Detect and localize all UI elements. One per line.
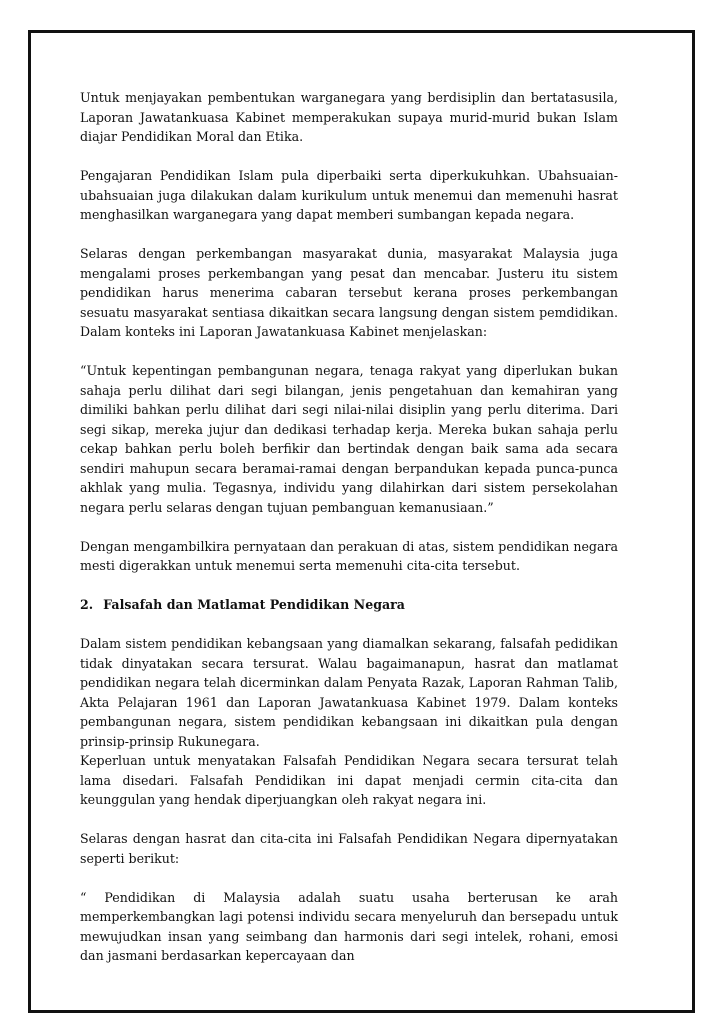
quote-cabinet-report: “Untuk kepentingan pembangunan negara, tenaga rakyat yang diperlukan bukan sahaja perlu dilihat dari segi bilangan, jenis pengetahuan dan kemahiran yang dimiliki bahkan perlu dilihat dari segi nilai-nilai disiplin yang perlu diterima. Dari segi sikap, mereka jujur dan dedikasi terhadap kerja. Mereka bukan sahaja perlu cekap bahkan perlu boleh berfikir dan bertindak dengan baik sama ada secara sendiri mahupun secara beramai-ramai dengan berpandukan kepada punca-punca akhlak yang mulia. Tegasnya, individu yang dilahirkan dari sistem persekolahan negara perlu selaras dengan tujuan pembanguan kemanusiaan.”: [80, 363, 618, 515]
section-title: Falsafah dan Matlamat Pendidikan Negara: [103, 597, 405, 612]
paragraph-conclusion: Dengan mengambilkira pernyataan dan perakuan di atas, sistem pendidikan negara mesti digerakkan untuk menemui serta memenuhi cita-cita tersebut.: [80, 538, 618, 573]
section-heading: [80, 595, 618, 615]
paragraph-islamic-education: Pengajaran Pendidikan Islam pula diperbaiki serta diperkukuhkan. Ubahsuaian-ubahsuaian juga dilakukan dalam kurikulum untuk menemui dan memenuhi hasrat menghasilkan warganegara yang dapat memberi sumbangan kepada negara.: [80, 168, 618, 222]
paragraph-philosophy-implicit: Dalam sistem pendidikan kebangsaan yang diamalkan sekarang, falsafah pedidikan tidak dinyatakan secara tersurat. Walau bagaimanapun, hasrat dan matlamat pendidikan negara telah dicerminkan dalam Penyata Razak, Laporan Rahman Talib, Akta Pelajaran 1961 dan Laporan Jawatankuasa Kabinet 1979. Dalam konteks pembangunan negara, sistem pendidikan kebangsaan ini dikaitkan pula dengan prinsip-prinsip Rukunegara.: [80, 636, 618, 749]
paragraph-moral-education: Untuk menjayakan pembentukan warganegara yang berdisiplin dan bertatasusila, Laporan Jawatankuasa Kabinet memperakukan supaya murid-murid bukan Islam diajar Pendidikan Moral dan Etika.: [80, 90, 618, 144]
document-body: [80, 88, 618, 985]
quote-education-philosophy: “ Pendidikan di Malaysia adalah suatu usaha berterusan ke arah memperkembangkan lagi potensi individu secara menyeluruh dan bersepadu untuk mewujudkan insan yang seimbang dan harmonis dari segi intelek, rohani, emosi dan jasmani berdasarkan kepercayaan dan: [80, 889, 618, 963]
section-number: 2.: [80, 597, 94, 612]
paragraph-philosophy-intro: Selaras dengan hasrat dan cita-cita ini Falsafah Pendidikan Negara dipernyatakan seperti berikut:: [80, 831, 618, 866]
paragraph-philosophy-need: Keperluan untuk menyatakan Falsafah Pendidikan Negara secara tersurat telah lama disedari. Falsafah Pendidikan ini dapat menjadi cermin cita-cita dan keunggulan yang hendak diperjuangkan oleh rakyat negara ini.: [80, 753, 618, 807]
paragraph-society-development: Selaras dengan perkembangan masyarakat dunia, masyarakat Malaysia juga mengalami proses perkembangan yang pesat dan mencabar. Justeru itu sistem pendidikan harus menerima cabaran tersebut kerana proses perkembangan sesuatu masyarakat sentiasa dikaitkan secara langsung dengan sistem pemdidikan. Dalam konteks ini Laporan Jawatankuasa Kabinet menjelaskan:: [80, 246, 618, 339]
